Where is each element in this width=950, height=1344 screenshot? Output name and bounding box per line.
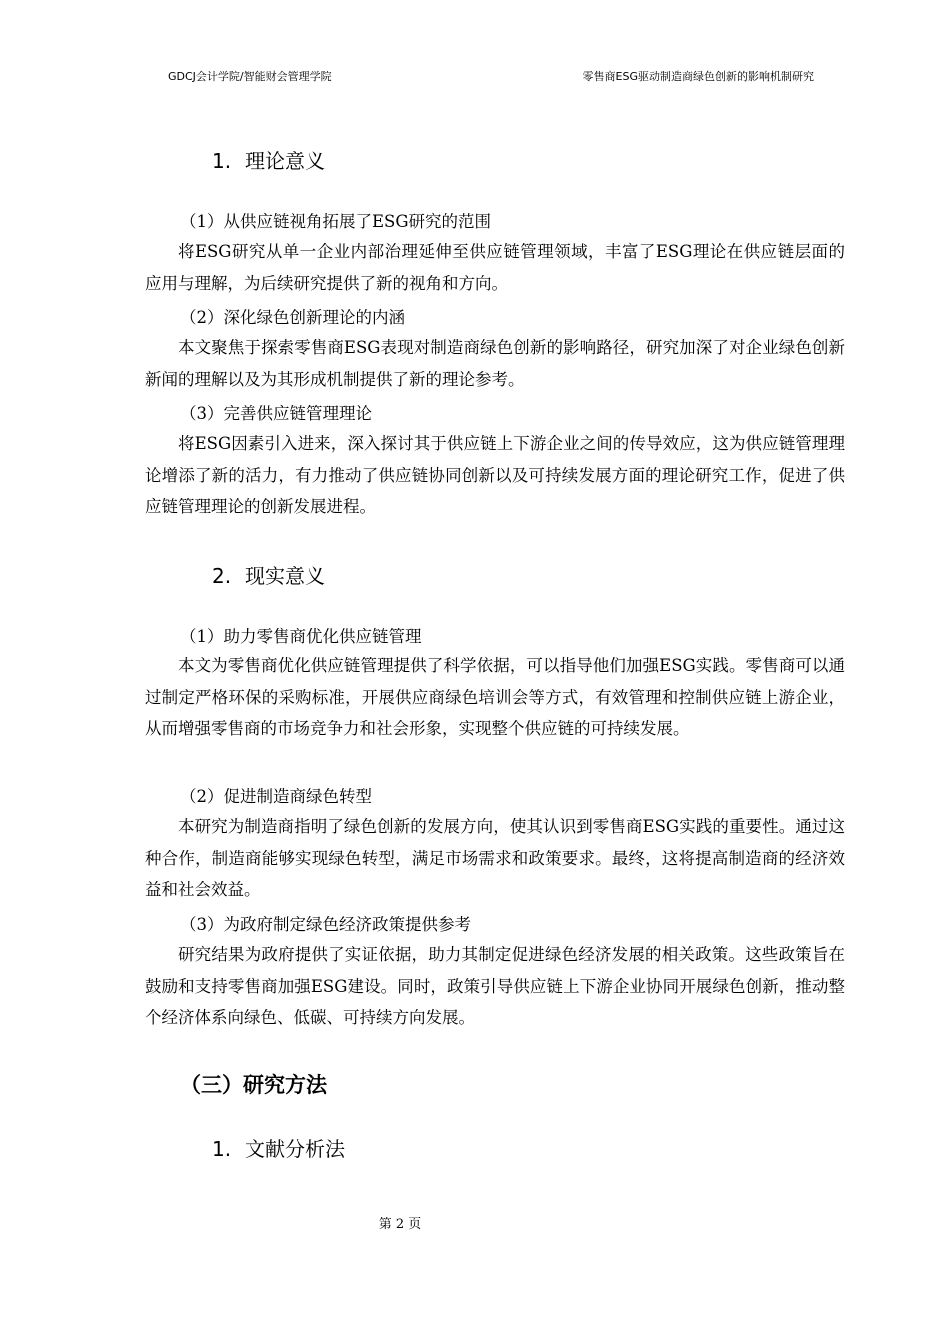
section1-item2-heading: （2）深化绿色创新理论的内涵 bbox=[180, 308, 405, 327]
section1-item1-text: 将ESG研究从单一企业内部治理延伸至供应链管理领域，丰富了ESG理论在供应链层面的应用与理解，为后续研究提供了新的视角和方向。 bbox=[145, 242, 845, 293]
section2-title: 现实意义 bbox=[245, 564, 325, 588]
header-right: 零售商ESG驱动制造商绿色创新的影响机制研究 bbox=[582, 70, 814, 83]
header-left: GDCJ会计学院/智能财会管理学院 bbox=[168, 70, 332, 83]
page-number: 第 2 页 bbox=[378, 1217, 422, 1232]
section1-number: 1. bbox=[212, 149, 232, 173]
section1-title: 理论意义 bbox=[245, 149, 325, 173]
section3-heading: （三）研究方法 bbox=[180, 1073, 327, 1097]
section1-item3-heading: （3）完善供应链管理理论 bbox=[180, 404, 372, 423]
section2-heading bbox=[212, 560, 325, 589]
section2-item1-text: 本文为零售商优化供应链管理提供了科学依据，可以指导他们加强ESG实践。零售商可以通过制定严格环保的采购标准，开展供应商绿色培训会等方式，有效管理和控制供应链上游企业，从而增强零售商的市场竞争力和社会形象，实现整个供应链的可持续发展。 bbox=[145, 656, 845, 738]
section3-sub-number: 1. bbox=[212, 1137, 232, 1161]
section2-item1-heading: （1）助力零售商优化供应链管理 bbox=[180, 627, 422, 646]
section1-item1-heading: （1）从供应链视角拓展了ESG研究的范围 bbox=[180, 212, 492, 231]
section2-item3-heading: （3）为政府制定绿色经济政策提供参考 bbox=[180, 915, 471, 934]
section1-item3-text: 将ESG因素引入进来，深入探讨其于供应链上下游企业之间的传导效应，这为供应链管理理论增添了新的活力，有力推动了供应链协同创新以及可持续发展方面的理论研究工作，促进了供应链管理理论的创新发展进程。 bbox=[145, 434, 845, 516]
section2-item2-text: 本研究为制造商指明了绿色创新的发展方向，使其认识到零售商ESG实践的重要性。通过这种合作，制造商能够实现绿色转型，满足市场需求和政策要求。最终，这将提高制造商的经济效益和社会效益。 bbox=[145, 817, 845, 899]
section2-item3-text: 研究结果为政府提供了实证依据，助力其制定促进绿色经济发展的相关政策。这些政策旨在鼓励和支持零售商加强ESG建设。同时，政策引导供应链上下游企业协同开展绿色创新，推动整个经济体系向绿色、低碳、可持续方向发展。 bbox=[145, 945, 845, 1027]
section1-item2-text: 本文聚焦于探索零售商ESG表现对制造商绿色创新的影响路径，研究加深了对企业绿色创新新闻的理解以及为其形成机制提供了新的理论参考。 bbox=[145, 338, 845, 389]
section3-sub-heading bbox=[212, 1133, 345, 1162]
section2-item2-heading: （2）促进制造商绿色转型 bbox=[180, 787, 372, 806]
section2-number: 2. bbox=[212, 564, 232, 588]
section3-sub-title: 文献分析法 bbox=[245, 1137, 345, 1161]
section1-heading bbox=[212, 145, 325, 174]
